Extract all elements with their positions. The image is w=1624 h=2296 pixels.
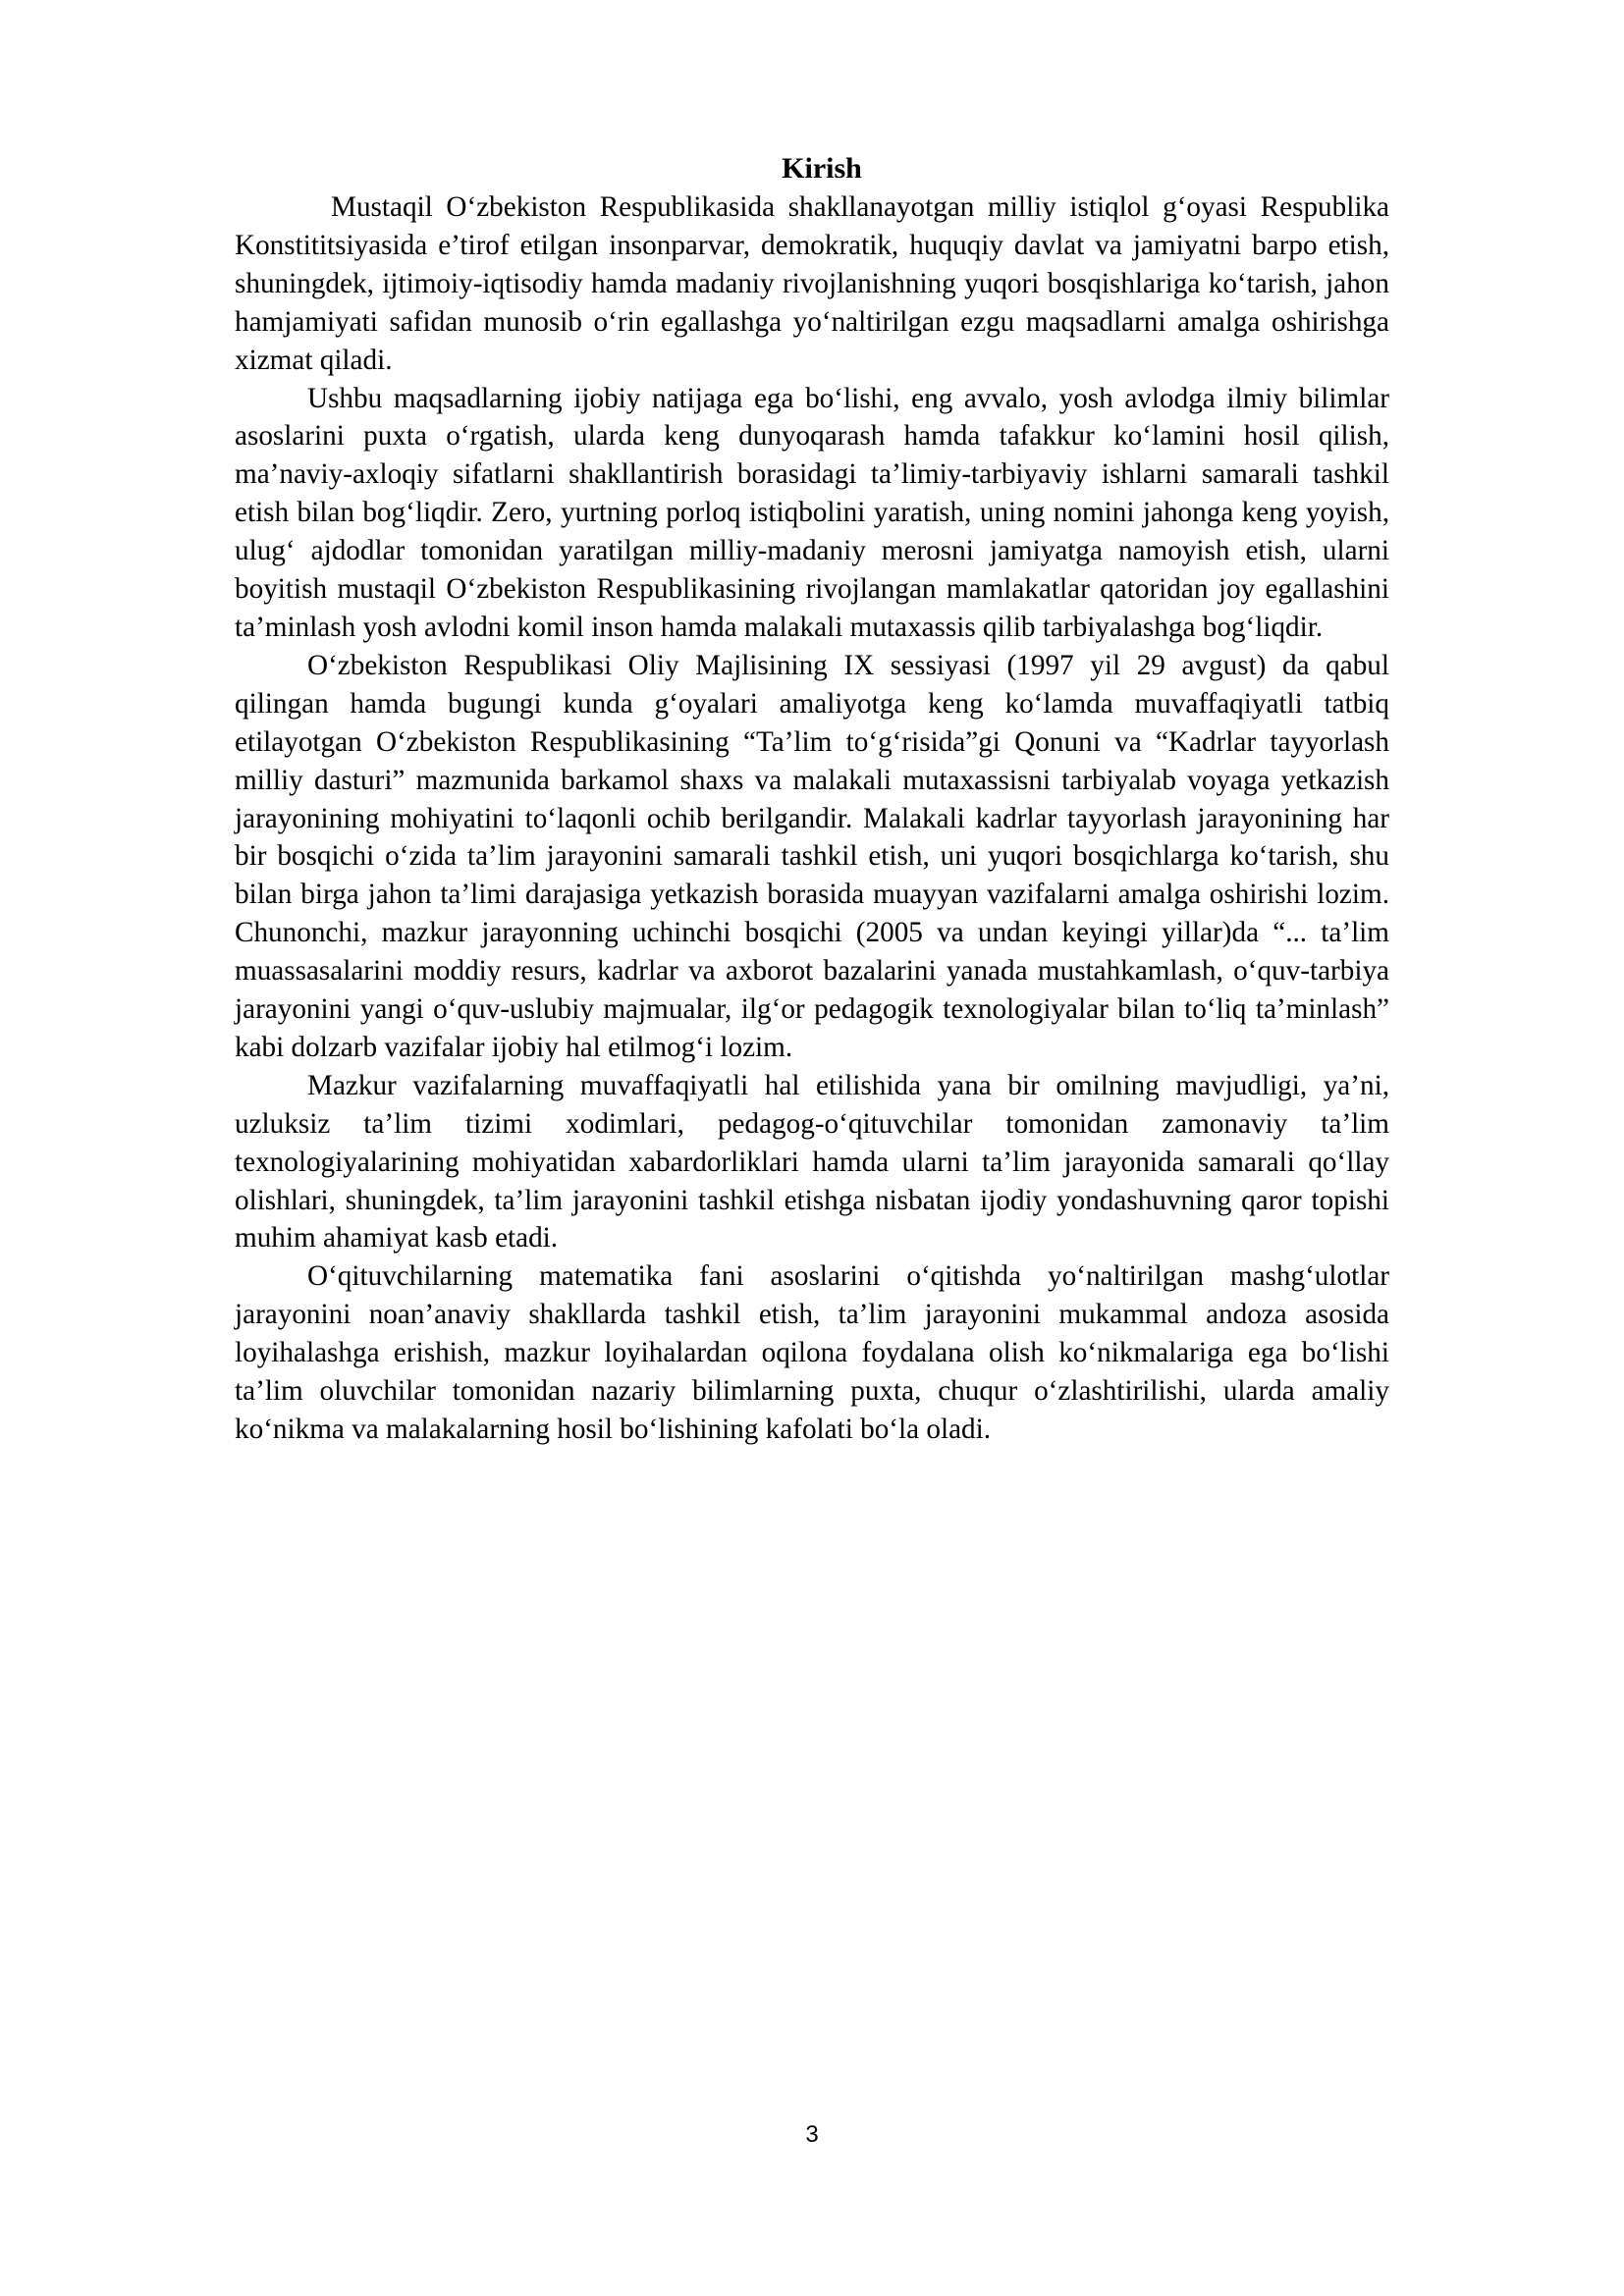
page-number: 3 <box>805 2121 819 2148</box>
paragraph-3: O‘zbekiston Respublikasi Oliy Majlisining IX sessiyasi (1997 yil 29 avgust) da qabul qilingan hamda bugungi kunda g‘oyalari amaliyotga keng ko‘lamda muvaffaqiyatli tatbiq etilayotgan O‘zbekiston Respublikasining “Ta’lim to‘g‘risida”gi Qonuni va “Kadrlar tayyorlash milliy dasturi” mazmunida barkamol shaxs va malakali mutaxassisni tarbiyalab voyaga yetkazish jarayonining mohiyatini to‘laqonli ochib berilgandir. Malakali kadrlar tayyorlash jarayonining har bir bosqichi o‘zida ta’lim jarayonini samarali tashkil etish, uni yuqori bosqichlarga ko‘tarish, shu bilan birga jahon ta’limi darajasiga yetkazish borasida muayyan vazifalarni amalga oshirishi lozim. Chunonchi, mazkur jarayonning uchinchi bosqichi (2005 va undan keyingi yillar)da “... ta’lim muassasalarini moddiy resurs, kadrlar va axborot bazalarini yanada mustahkamlash, o‘quv-tarbiya jarayonini yangi o‘quv-uslubiy majmualar, ilg‘or pedagogik texnologiyalar bilan to‘liq ta’minlash” kabi dolzarb vazifalar ijobiy hal etilmog‘i lozim. <box>235 649 1389 1063</box>
document-body <box>235 149 1389 1449</box>
paragraph-1: Mustaqil O‘zbekiston Respublikasida shakllanayotgan milliy istiqlol g‘oyasi Respublika Konstititsiyasida e’tirof etilgan insonparvar, demokratik, huquqiy davlat va jamiyatni barpo etish, shuningdek, ijtimoiy-iqtisodiy hamda madaniy rivojlanishning yuqori bosqishlariga ko‘tarish, jahon hamjamiyati safidan munosib o‘rin egallashga yo‘naltirilgan ezgu maqsadlarni amalga oshirishga xizmat qiladi. <box>235 191 1389 376</box>
paragraph-5: O‘qituvchilarning matematika fani asoslarini o‘qitishda yo‘naltirilgan mashg‘ulotlar jarayonini noan’anaviy shakllarda tashkil etish, ta’lim jarayonini mukammal andoza asosida loyihalashga erishish, mazkur loyihalardan oqilona foydalana olish ko‘nikmalariga ega bo‘lishi ta’lim oluvchilar tomonidan nazariy bilimlarning puxta, chuqur o‘zlashtirilishi, ularda amaliy ko‘nikma va malakalarning hosil bo‘lishining kafolati bo‘la oladi. <box>235 1260 1389 1445</box>
section-title: Kirish <box>782 152 862 185</box>
paragraph-2: Ushbu maqsadlarning ijobiy natijaga ega bo‘lishi, eng avvalo, yosh avlodga ilmiy bilimlar asoslarini puxta o‘rgatish, ularda keng dunyoqarash hamda tafakkur ko‘lamini hosil qilish, ma’naviy-axloqiy sifatlarni shakllantirish borasidagi ta’limiy-tarbiyaviy ishlarni samarali tashkil etish bilan bog‘liqdir. Zero, yurtning porloq istiqbolini yaratish, uning nomini jahonga keng yoyish, ulug‘ ajdodlar tomonidan yaratilgan milliy-madaniy merosni jamiyatga namoyish etish, ularni boyitish mustaqil O‘zbekiston Respublikasining rivojlangan mamlakatlar qatoridan joy egallashini ta’minlash yosh avlodni komil inson hamda malakali mutaxassis qilib tarbiyalashga bog‘liqdir. <box>235 382 1389 643</box>
paragraph-4: Mazkur vazifalarning muvaffaqiyatli hal etilishida yana bir omilning mavjudligi, ya’ni, uzluksiz ta’lim tizimi xodimlari, pedagog-o‘qituvchilar tomonidan zamonaviy ta’lim texnologiyalarining mohiyatidan xabardorliklari hamda ularni ta’lim jarayonida samarali qo‘llay olishlari, shuningdek, ta’lim jarayonini tashkil etishga nisbatan ijodiy yondashuvning qaror topishi muhim ahamiyat kasb etadi. <box>235 1069 1389 1255</box>
